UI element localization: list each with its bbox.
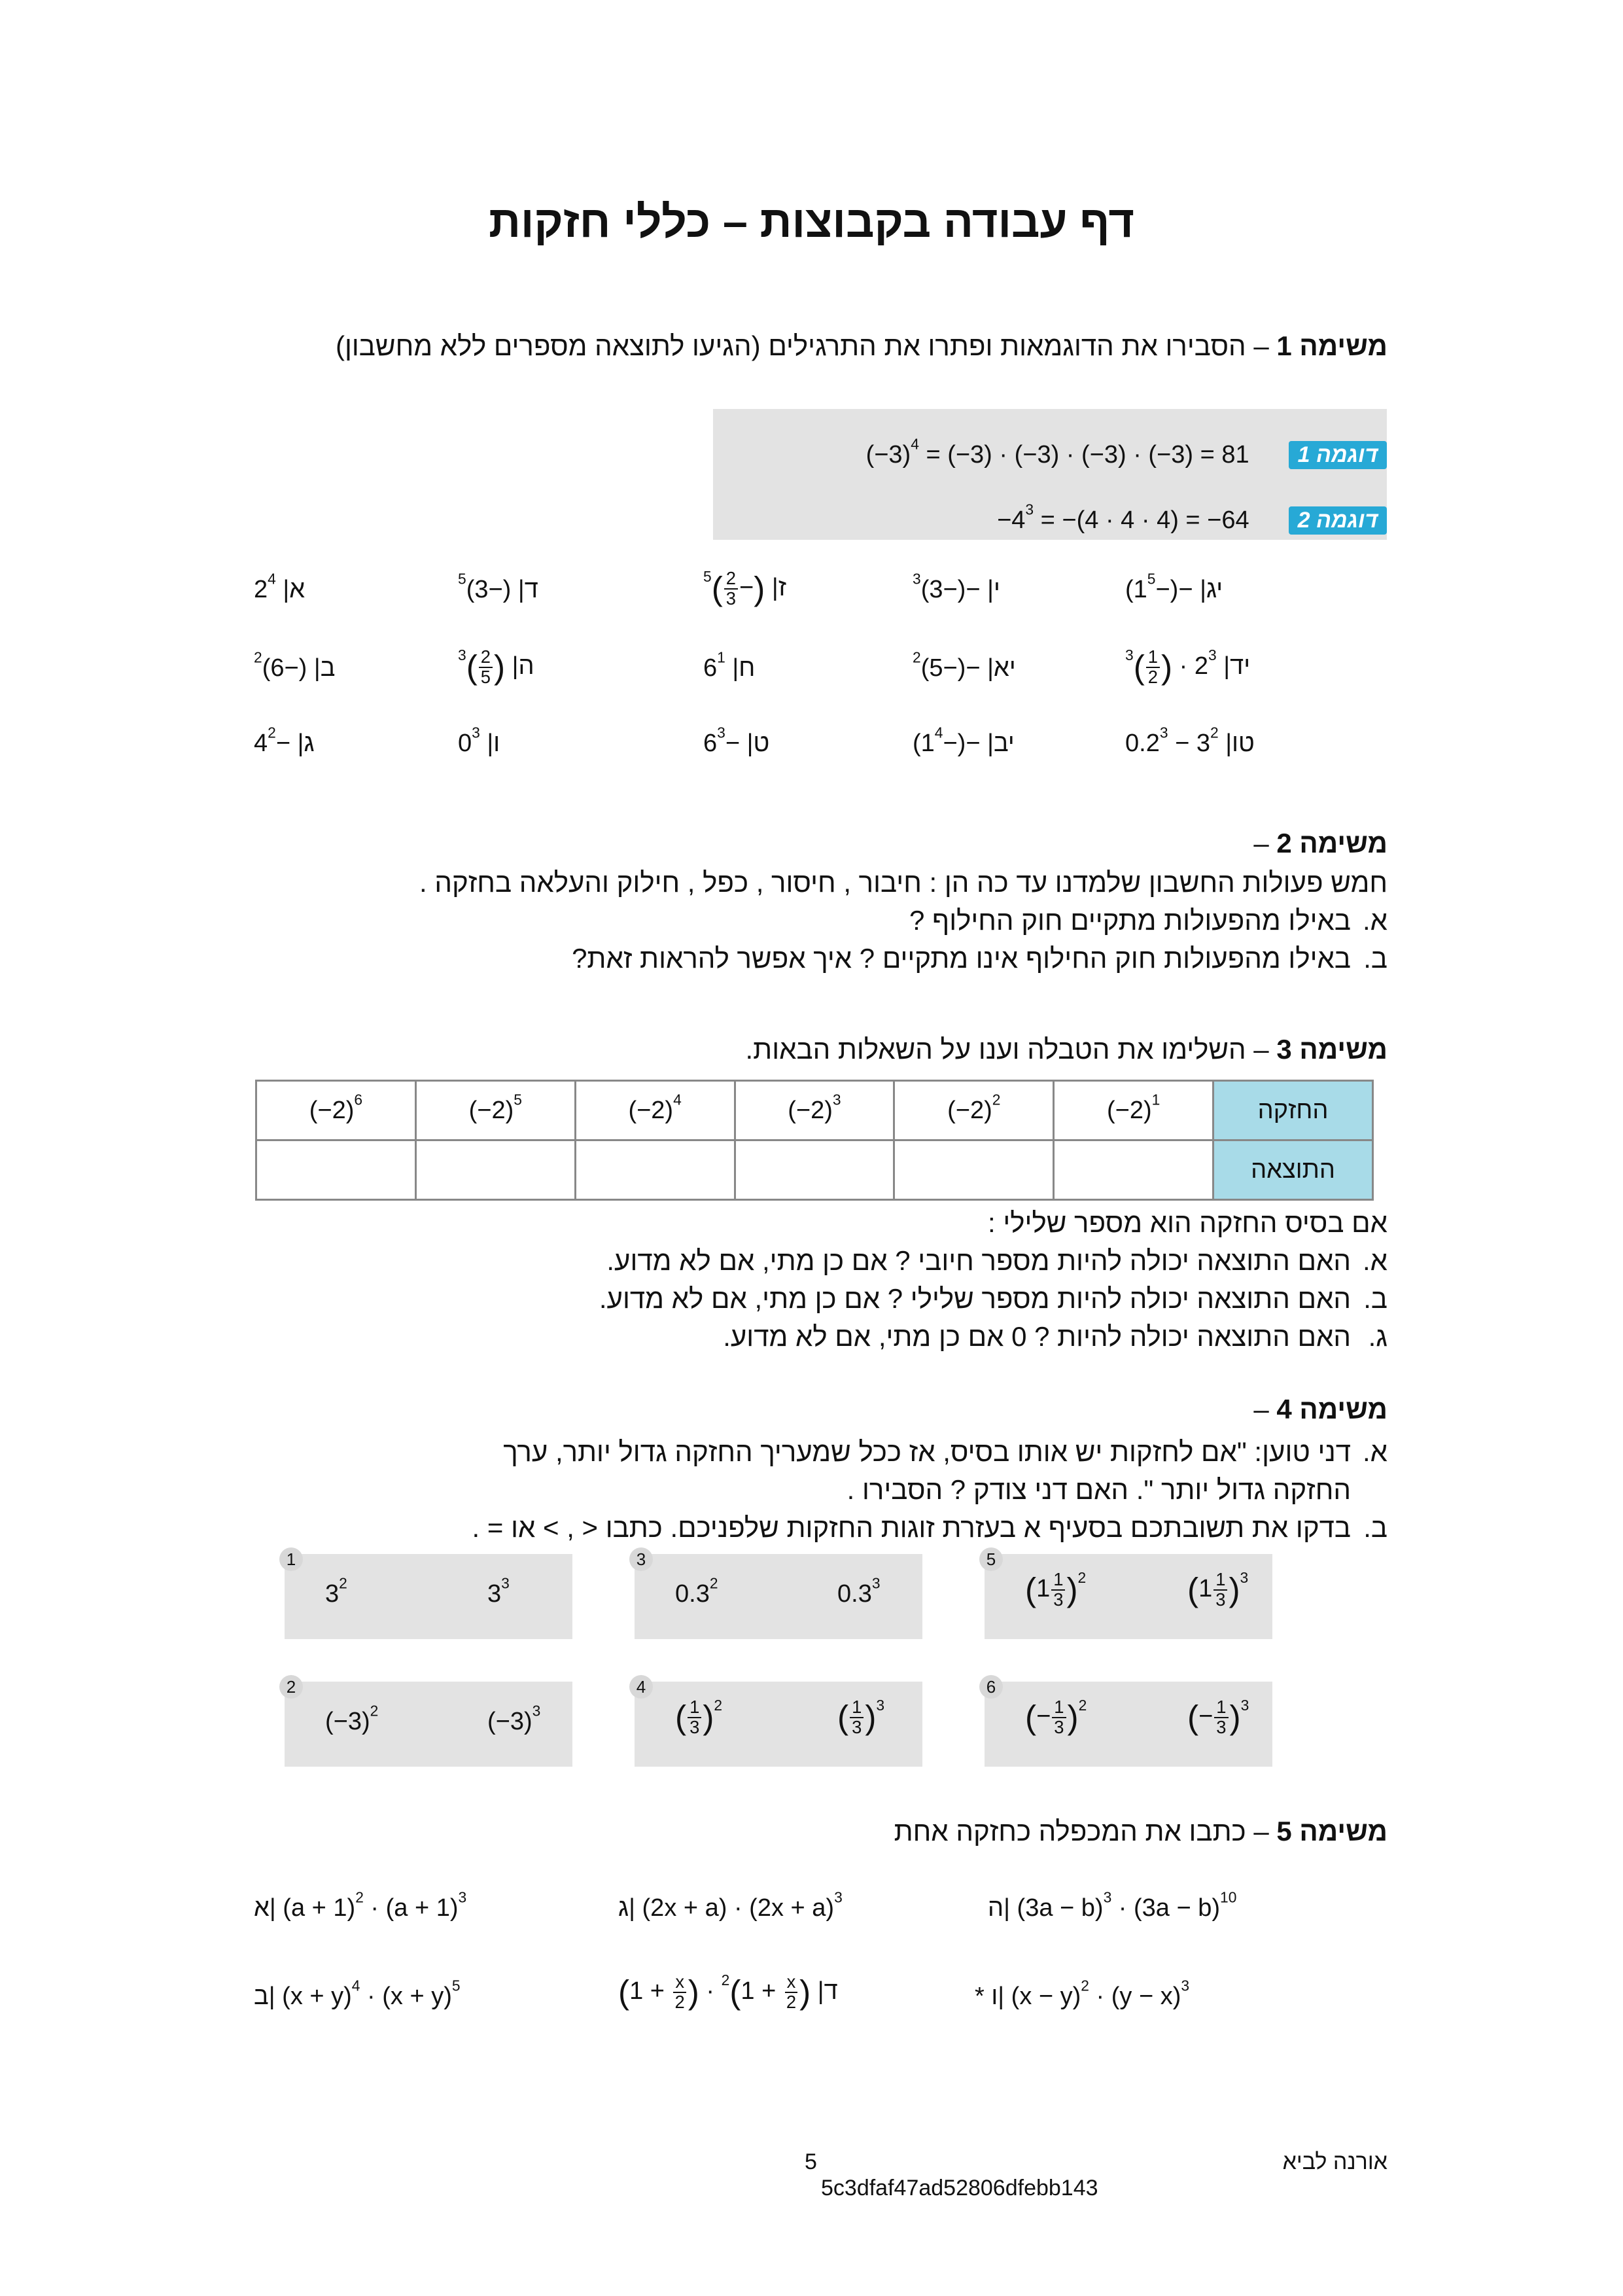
exercise-v: ו| $0^3$ bbox=[458, 724, 500, 757]
task3-item-b: ב.האם התוצאה יכולה להיות מספר שלילי ? אם כן מתי, אם לא מדוע. bbox=[599, 1283, 1387, 1314]
example-2 bbox=[997, 501, 1387, 540]
task3-label: משימה 3 bbox=[1276, 1034, 1387, 1065]
table-row bbox=[256, 1140, 1373, 1200]
task1-text: – הסבירו את הדוגמאות ופתרו את התרגילים (הגיעו לתוצאה מספרים ללא מחשבון) bbox=[335, 330, 1277, 361]
exercise-yd: יד| $2^3$ · ( $\frac{1}{2}$ )$^3$ bbox=[1125, 646, 1251, 687]
cell-power-6: $(-2)^6$ bbox=[256, 1081, 416, 1140]
example2-equation: $-4^3 = -(4 \cdot 4 \cdot 4) = -64$ bbox=[997, 500, 1249, 534]
row-header-power: החזקה bbox=[1213, 1081, 1373, 1140]
exercise-z: ז| (− $\frac{2}{3}$ )$^5$ bbox=[703, 568, 787, 609]
cell-result[interactable] bbox=[575, 1140, 735, 1200]
exercise-b: ב| $(-6)^2$ bbox=[254, 648, 336, 682]
pair-3: 3 $0.3^2$ $0.3^3$ bbox=[635, 1554, 922, 1639]
task5-heading: משימה 5 – כתבו את המכפלה כחזקה אחת bbox=[894, 1816, 1387, 1846]
task5-exercise-h: ה| $(3a - b)^3 \cdot (3a - b)^{10}$ bbox=[988, 1888, 1237, 1922]
pair-4: 4 ( $\frac{1}{3}$ )$^2$ ( $\frac{1}{3}$ )$^3$ bbox=[635, 1682, 922, 1767]
cell-result[interactable] bbox=[415, 1140, 575, 1200]
exercise-d: ד| $(-3)^5$ bbox=[458, 570, 538, 603]
example-1 bbox=[866, 435, 1387, 474]
exercise-yg: יג| $-(-1^5)$ bbox=[1125, 570, 1223, 603]
pair-1: 1 $3^2$ $3^3$ bbox=[285, 1554, 572, 1639]
table-row bbox=[256, 1081, 1373, 1140]
task2-heading: משימה 2 – bbox=[1253, 828, 1387, 858]
task3-item-c: ג.האם התוצאה יכולה להיות ? 0 אם כן מתי, אם לא מדוע. bbox=[723, 1321, 1387, 1352]
task2-item-a: א.באילו מהפעולות מתקיים חוק החילוף ? bbox=[909, 905, 1387, 936]
exercise-yb: יב| $-(-1^4)$ bbox=[913, 724, 1015, 757]
exercise-y: י| $-(-3)^3$ bbox=[913, 570, 1000, 603]
task5-exercise-a: א| $(a + 1)^2 \cdot (a + 1)^3$ bbox=[254, 1888, 467, 1922]
example1-equation: $(-3)^4 = (-3) \cdot (-3) \cdot (-3) \cdot (-3) = 81$ bbox=[865, 434, 1249, 468]
cell-power-5: $(-2)^5$ bbox=[415, 1081, 575, 1140]
example1-tag: דוגמה 1 bbox=[1289, 441, 1387, 469]
task4-item-a: א.דני טוען: "אם לחזקות יש אותו בסיס, אז ככל שמעריך החזקה גדול יותר, ערך bbox=[503, 1436, 1387, 1467]
powers-table bbox=[255, 1080, 1374, 1201]
pair-5: 5 (1 $\frac{1}{3}$ )$^2$ (1 $\frac{1}{3}$ )$^3$ bbox=[985, 1554, 1272, 1639]
task5-exercise-v: * ו| $(x - y)^2 \cdot (y - x)^3$ bbox=[975, 1977, 1190, 2010]
cell-result[interactable] bbox=[1054, 1140, 1213, 1200]
cell-result[interactable] bbox=[256, 1140, 416, 1200]
task5-label: משימה 5 bbox=[1276, 1816, 1387, 1846]
task5-exercise-b: ב| $(x + y)^4 \cdot (x + y)^5$ bbox=[254, 1977, 461, 2010]
task4-item-a-cont: החזקה גדול יותר ". האם דני צודק ? הסבירו . bbox=[846, 1474, 1351, 1505]
task4-heading: משימה 4 – bbox=[1253, 1394, 1387, 1424]
cell-power-4: $(-2)^4$ bbox=[575, 1081, 735, 1140]
task4-label: משימה 4 bbox=[1276, 1394, 1387, 1424]
task3-heading: משימה 3 – השלימו את הטבלה וענו על השאלות הבאות. bbox=[745, 1034, 1387, 1065]
page-title: דף עבודה בקבוצות – כללי חזקות bbox=[489, 197, 1134, 247]
task4-item-b: ב.בדקו את תשובתכם בסעיף א בעזרת זוגות החזקות שלפניכם. כתבו < , > או = . bbox=[472, 1512, 1387, 1543]
cell-power-1: $(-2)^1$ bbox=[1054, 1081, 1213, 1140]
exercise-ya: יא| $-(-5)^2$ bbox=[913, 648, 1016, 682]
task3-item-a: א.האם התוצאה יכולה להיות מספר חיובי ? אם כן מתי, אם לא מדוע. bbox=[606, 1245, 1387, 1276]
task1-label: משימה 1 bbox=[1276, 330, 1387, 361]
task2-item-b: ב.באילו מהפעולות חוק החילוף אינו מתקיים ? איך אפשר להראות זאת? bbox=[572, 943, 1387, 974]
task2-line1: חמש פעולות החשבון שלמדנו עד כה הן : חיבור , חיסור , כפל , חילוק והעלאה בחזקה . bbox=[419, 867, 1387, 898]
footer-hash: 5c3dfaf47ad52806dfebb143 bbox=[821, 2176, 1098, 2200]
task1-heading bbox=[336, 330, 1387, 362]
task5-exercise-d: ד| ( $\frac{x}{2}$ + 1)$^2$ · ( $\frac{x}{2}$ + 1) bbox=[618, 1971, 838, 2012]
task2-label: משימה 2 bbox=[1276, 828, 1387, 858]
pair-2: 2 $(-3)^2$ $(-3)^3$ bbox=[285, 1682, 572, 1767]
task3-line1: אם בסיס החזקה הוא מספר שלילי : bbox=[988, 1207, 1387, 1238]
exercise-tv: טו| $3^2 - 0.2^3$ bbox=[1125, 724, 1255, 757]
example2-tag: דוגמה 2 bbox=[1289, 506, 1387, 535]
exercise-ch: ח| $6^1$ bbox=[703, 648, 756, 682]
pair-6: 6 (− $\frac{1}{3}$ )$^2$ (− $\frac{1}{3}$ )$^3$ bbox=[985, 1682, 1272, 1767]
cell-result[interactable] bbox=[735, 1140, 894, 1200]
task5-exercise-g: ג| $(2x + a) \cdot (2x + a)^3$ bbox=[618, 1888, 843, 1922]
footer-author: אורנה לביא bbox=[1282, 2149, 1387, 2174]
footer-page-number: 5 bbox=[805, 2149, 817, 2174]
exercise-t: ט| $-6^3$ bbox=[703, 724, 770, 757]
cell-power-2: $(-2)^2$ bbox=[894, 1081, 1054, 1140]
cell-power-3: $(-2)^3$ bbox=[735, 1081, 894, 1140]
exercise-a: א| $2^4$ bbox=[254, 570, 305, 603]
row-header-result: התוצאה bbox=[1213, 1140, 1373, 1200]
cell-result[interactable] bbox=[894, 1140, 1054, 1200]
exercise-g: ג| $-4^2$ bbox=[254, 724, 315, 757]
examples-box bbox=[713, 409, 1387, 540]
exercise-h: ה| ( $\frac{2}{5}$ )$^3$ bbox=[458, 646, 534, 687]
